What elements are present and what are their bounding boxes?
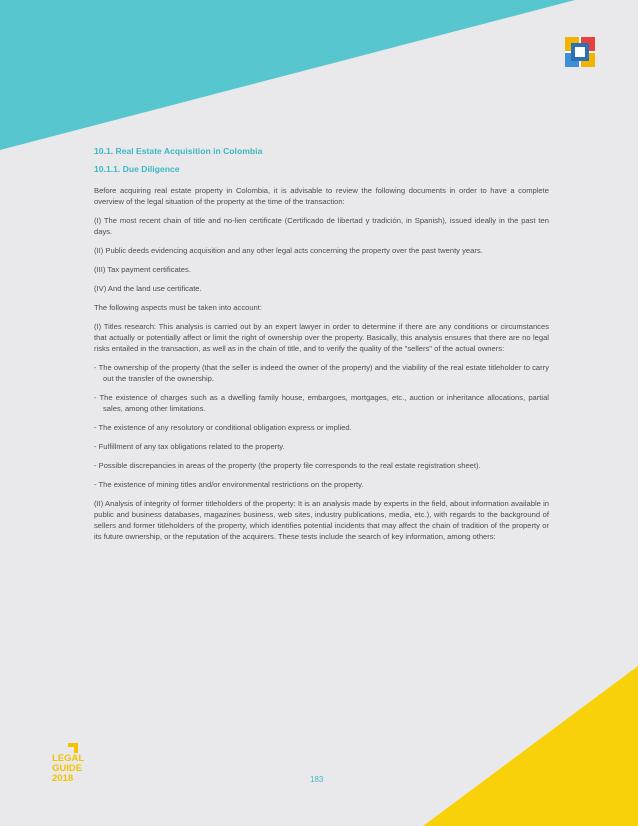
page-number: 183 bbox=[310, 775, 324, 784]
logo-text-legal: LEGAL bbox=[52, 753, 85, 764]
bullet-item: - The existence of any resolutory or conditional obligation express or implied. bbox=[94, 423, 352, 432]
legal-guide-logo bbox=[52, 743, 88, 793]
document-item-3: (III) Tax payment certificates. bbox=[94, 265, 191, 274]
logo-text-year: 2018 bbox=[52, 773, 74, 784]
document-item-4: (IV) And the land use certificate. bbox=[94, 284, 202, 293]
integrity-analysis-paragraph: (II) Analysis of integrity of former titleholders of the property: It is an analysis made by experts in the field, about information available in public and business databases, magazines business, web sites, industry publications, media, etc.), with regards to the background of sellers and former titleholders of the property, which identifies potential incidents that may affect the chain of tradition of the property or its future ownership, or the reputation of the acquirers. These tests include the search of key information, among others: bbox=[94, 499, 549, 541]
main-content bbox=[94, 145, 549, 550]
document-item-1: (I) The most recent chain of title and no-lien certificate (Certificado de libertad y tradición, in Spanish), issued ideally in the past ten days. bbox=[94, 216, 549, 236]
bullet-item: - The existence of mining titles and/or environmental restrictions on the property. bbox=[94, 480, 364, 489]
bullet-item: - Fulfillment of any tax obligations related to the property. bbox=[94, 442, 285, 451]
bullet-item: - Possible discrepancies in areas of the property (the property file corresponds to the real estate registration sheet). bbox=[94, 461, 481, 470]
brand-cube-icon bbox=[565, 37, 595, 67]
bullet-item: - The existence of charges such as a dwelling family house, embargoes, mortgages, etc., auction or inheritance allocations, partial sales, among other limitations. bbox=[94, 393, 549, 413]
section-heading: 10.1. Real Estate Acquisition in Colombia bbox=[94, 146, 263, 156]
intro-paragraph: Before acquiring real estate property in Colombia, it is advisable to review the following documents in order to have a complete overview of the legal situation of the property at the time of the transaction: bbox=[94, 186, 549, 206]
titles-research-paragraph: (I) Titles research: This analysis is carried out by an expert lawyer in order to determine if there are any conditions or circumstances that actually or potentially affect or limit the right of ownership over the property. Basically, this analysis ensures that there are no legal risks entailed in the transaction, as well as in the chain of title, and to verify the quality of the "sellers" of the actual owners: bbox=[94, 322, 549, 353]
logo-text-guide: GUIDE bbox=[52, 763, 83, 774]
document-item-2: (II) Public deeds evidencing acquisition and any other legal acts concerning the property over the past twenty years. bbox=[94, 246, 483, 255]
corner-bracket-icon bbox=[68, 743, 78, 753]
aspects-intro: The following aspects must be taken into account: bbox=[94, 303, 263, 312]
yellow-corner-decoration bbox=[423, 666, 638, 826]
teal-corner-decoration bbox=[0, 0, 575, 150]
bullet-item: - The ownership of the property (that the seller is indeed the owner of the property) and the viability of the real estate titleholder to carry out the transfer of the ownership. bbox=[94, 363, 549, 383]
subsection-heading: 10.1.1. Due Diligence bbox=[94, 164, 180, 174]
